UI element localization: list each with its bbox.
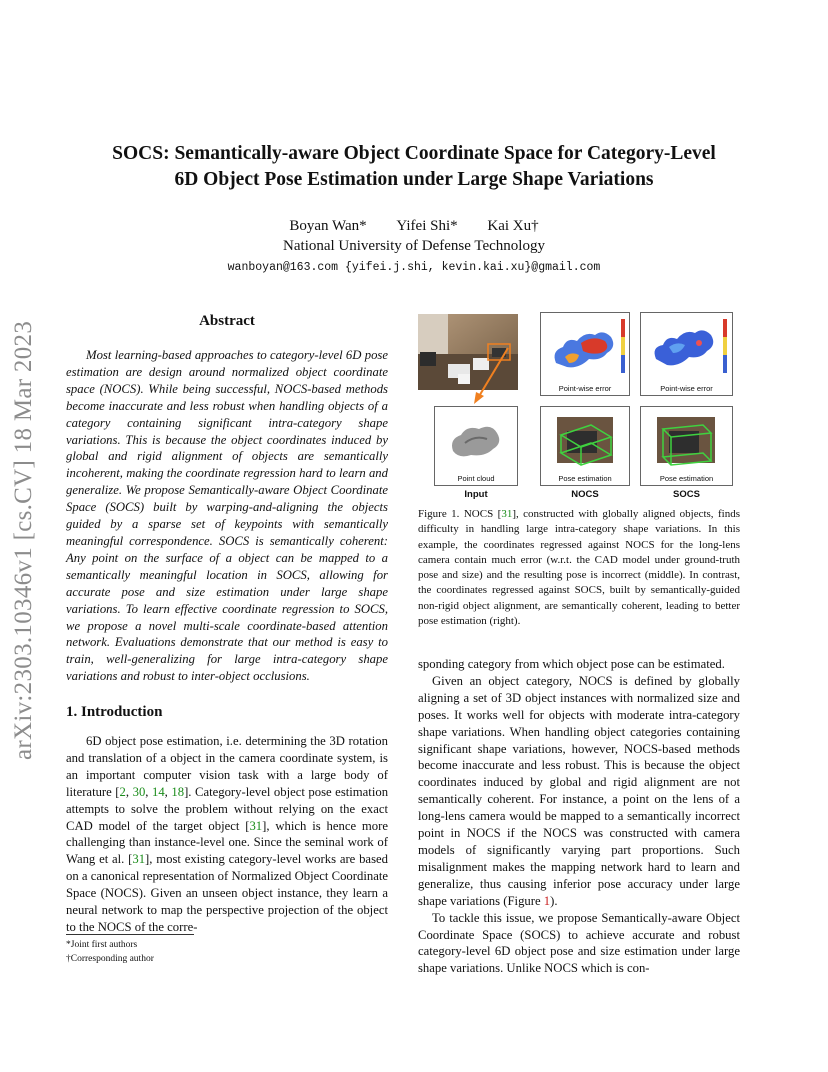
figure-label-input: Input bbox=[464, 489, 488, 500]
footnote-joint-first: *Joint first authors bbox=[66, 940, 138, 950]
socs-pose-panel bbox=[640, 406, 733, 486]
footnote-corresponding: †Corresponding author bbox=[66, 954, 154, 964]
point-cloud-icon bbox=[435, 407, 519, 473]
panel-label: Pose estimation bbox=[659, 474, 714, 483]
nocs-error-panel bbox=[540, 312, 630, 396]
title-line-1: SOCS: Semantically-aware Object Coordinate Space for Category-Level bbox=[112, 143, 716, 164]
author-2: Yifei Shi* bbox=[396, 218, 458, 234]
author-list bbox=[60, 218, 768, 235]
panel-label: Point cloud bbox=[457, 474, 495, 483]
paragraph-continuation: sponding category from which object pose can be estimated. bbox=[418, 657, 725, 671]
caption-text: ], constructed with globally aligned objects, finds difficulty in handling large intra-category shape variations. In this example, the coordinates regressed against NOCS for the long-lens camera contain much error (w.r.t. the CAD model under ground-truth pose and size) and the resulting pose is incorrect (middle). In contrast, the coordinates regressed against SOCS, built by semantically-guided non-rigid object alignment, are semantically coherent, leading to better pose estimation (right). bbox=[418, 508, 740, 628]
socs-error-panel bbox=[640, 312, 733, 396]
paragraph-socs: To tackle this issue, we propose Semantically-aware Object Coordinate Space (SOCS) to achieve accurate and robust category-level 6D object pose and size estimation under large shape variations. Unlike NOCS which is con- bbox=[418, 910, 740, 976]
paragraph-text: ). bbox=[550, 893, 558, 908]
footnote-rule bbox=[66, 934, 194, 935]
paper-title bbox=[60, 141, 768, 193]
paragraph-text: Given an object category, NOCS is defined by globally aligning a set of 3D object instances with normalized size and poses. It works well for objects with moderate intra-category shape variations. When handling object categories containing significant shape variations, however, NOCS-based methods become inaccurate and less robust. This is because the object coordinates induced by global and rigid alignment are not semantically coherent. For instance, a point on the lens of a long-lens camera would be mapped to a semantically incorrect point in NOCS if the NOCS was constructed with camera models of significantly varying part proportions. Such misalignment makes the mapping network hard to learn and generalize, thus causing inferior pose accuracy under large shape variations (Figure bbox=[418, 673, 740, 908]
panel-label: Pose estimation bbox=[558, 474, 612, 483]
intro-text-d: ], most existing category-level works are based on a canonical representation of Normalized Object Coordinate Space (NOCS). Given an unseen object instance, they learn a neural network to map the perspective projection of the object to the NOCS of the corre- bbox=[66, 852, 388, 934]
arrow-icon bbox=[468, 346, 518, 406]
citation-link[interactable]: 14 bbox=[151, 784, 165, 799]
pose-box-icon bbox=[641, 407, 732, 473]
intro-text-a: 6D object pose estimation, i.e. determining the 3D rotation and translation of a object in the camera coordinate system, is an important computer vision task with a large body of literature [ bbox=[66, 734, 388, 799]
section-heading-introduction: 1. Introduction bbox=[66, 704, 163, 720]
title-line-2: 6D Object Pose Estimation under Large Shape Variations bbox=[174, 169, 654, 190]
right-column-text bbox=[418, 656, 740, 977]
citation-link[interactable]: 2 bbox=[119, 784, 126, 799]
citation-link[interactable]: 31 bbox=[132, 852, 146, 867]
caption-prefix: Figure 1. NOCS [ bbox=[418, 508, 502, 520]
point-cloud-panel bbox=[434, 406, 518, 486]
figure-ref-link[interactable]: 1 bbox=[543, 893, 551, 908]
nocs-pose-panel bbox=[540, 406, 630, 486]
author-emails: wanboyan@163.com {yifei.j.shi, kevin.kai.xu}@gmail.com bbox=[227, 261, 601, 274]
intro-text-c: ], which is hence more challenging than instance-level one. Since the seminal work of Wang et al. [ bbox=[66, 818, 388, 867]
citation-link[interactable]: 30 bbox=[132, 784, 146, 799]
abstract-heading: Abstract bbox=[199, 313, 255, 329]
figure-caption bbox=[418, 507, 740, 629]
author-1: Boyan Wan* bbox=[289, 218, 367, 234]
intro-paragraph: 6D object pose estimation, i.e. determining the 3D rotation and translation of a object in the camera coordinate system, is an important computer vision task with a large body of literature [2, 30, 14, 18]. Category-level object pose estimation attempts to solve the problem without relying on the exact CAD model of the target object [31], which is hence more challenging than instance-level one. Since the seminal work of Wang et al. [31], most existing category-level works are based on a canonical representation of Normalized Object Coordinate Space (NOCS). Given an unseen object instance, they learn a neural network to map the perspective projection of the object to the NOCS of the corre- bbox=[66, 734, 389, 934]
figure-label-socs: SOCS bbox=[673, 489, 700, 500]
pose-box-icon bbox=[541, 407, 629, 473]
panel-label: Point-wise error bbox=[558, 384, 612, 393]
panel-label: Point-wise error bbox=[660, 384, 713, 393]
author-3: Kai Xu† bbox=[487, 218, 539, 234]
citation-link[interactable]: 31 bbox=[501, 508, 513, 520]
intro-text-b: ]. Category-level object pose estimation attempts to solve the problem without relying on the exact CAD model of the target object [ bbox=[66, 784, 389, 833]
figure-label-nocs: NOCS bbox=[571, 489, 599, 500]
affiliation: National University of Defense Technology bbox=[283, 238, 545, 254]
citation-link[interactable]: 31 bbox=[249, 818, 263, 833]
abstract-text: Most learning-based approaches to category-level 6D pose estimation are design around normalized object coordinate space (NOCS). While being successful, NOCS-based methods become inaccurate and less robust when handling objects of a category containing significant intra-category shape variations. This is because the object coordinates induced by global and rigid alignment of objects are semantically incoherent, making the coordinate regression hard to learn and generalize. We propose Semantically-aware Object Coordinate Space (SOCS) built by warping-and-aligning the objects guided by a sparse set of keypoints with semantically meaningful correspondence. SOCS is semantically coherent: Any point on the surface of a object can be mapped to a semantically meaningful location in SOCS, allowing for accurate pose and size estimation under large shape variations. To learn effective coordinate regression to SOCS, we propose a novel multi-scale coordinate-based attention network. Evaluations demonstrate that our method is easy to train, well-generalizing for large intra-category shape variations and robust to inter-object occlusions. bbox=[66, 348, 388, 684]
paragraph-nocs bbox=[418, 673, 740, 910]
figure-1 bbox=[418, 310, 740, 505]
arxiv-stamp: arXiv:2303.10346v1 [cs.CV] 18 Mar 2023 bbox=[10, 320, 37, 760]
citation-link[interactable]: 18 bbox=[171, 784, 185, 799]
error-heatmap-icon bbox=[541, 313, 631, 383]
error-heatmap-icon bbox=[641, 313, 734, 383]
